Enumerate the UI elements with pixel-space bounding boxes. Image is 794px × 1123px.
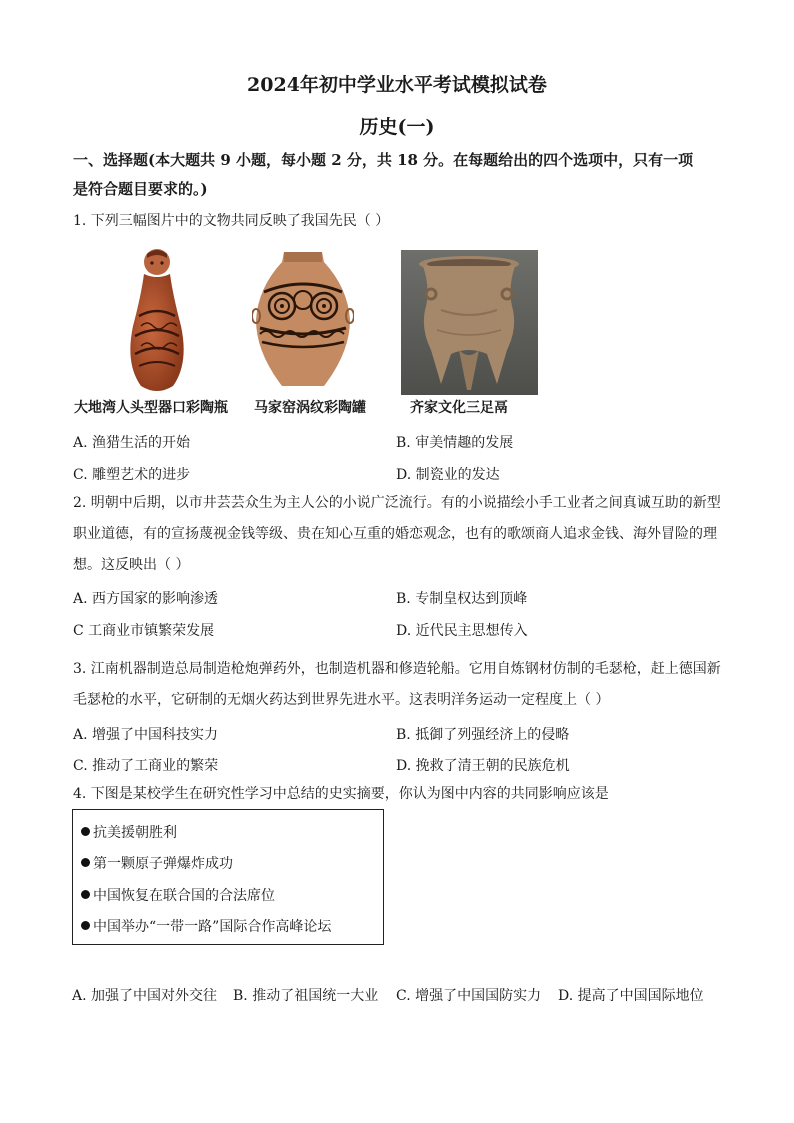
section-heading [73,146,733,204]
fact-item: 中国举办“一带一路”国际合作高峰论坛 [81,916,331,936]
q1-option-a[interactable]: A. 渔猎生活的开始 [73,435,191,451]
q3-option-d[interactable]: D. 挽救了清王朝的民族危机 [396,758,570,774]
q2-option-b[interactable]: B. 专制皇权达到顶峰 [396,591,528,607]
fact-item: 抗美援朝胜利 [81,822,177,842]
question-3-line1: 3. 江南机器制造总局制造枪炮弹药外，也制造机器和修造轮船。它用自炼钢材仿制的毛瑟枪，赶上德国新 [73,661,721,677]
q4-option-d[interactable]: D. 提高了中国国际地位 [558,988,704,1004]
q1-option-c[interactable]: C. 雕塑艺术的进步 [73,467,191,483]
question-4-stem: 4. 下图是某校学生在研究性学习中总结的史实摘要，你认为图中内容的共同影响应该是 [73,786,609,802]
exam-title: 2024年初中学业水平考试模拟试卷 [247,74,547,96]
q1-option-d[interactable]: D. 制瓷业的发达 [396,467,500,483]
question-3-line2: 毛瑟枪的水平，它研制的无烟火药达到世界先进水平。这表明洋务运动一定程度上（ ） [73,692,610,708]
image-caption-1: 大地湾人头型器口彩陶瓶 [74,400,228,416]
q4-option-b[interactable]: B. 推动了祖国统一大业 [233,988,379,1004]
bullet-icon [81,827,90,836]
question-1-stem: 1. 下列三幅图片中的文物共同反映了我国先民（ ） [73,213,390,229]
question-2-line1: 2. 明朝中后期，以市井芸芸众生为主人公的小说广泛流行。有的小说描绘小手工业者之间真诚互助的新型 [73,495,721,511]
question-2-stem [73,488,733,581]
swirl-pattern-jar-icon [252,248,354,394]
bullet-icon [81,890,90,899]
q2-option-d[interactable]: D. 近代民主思想传入 [396,623,528,639]
fact-summary-box [72,809,384,945]
bullet-icon [81,921,90,930]
question-2-line2: 职业道德，有的宣扬蔑视金钱等级、贵在知心互重的婚恋观念，也有的歌颂商人追求金钱、海外冒险的理 [73,526,717,542]
section-heading-line1: 一、选择题(本大题共 9 小题，每小题 2 分，共 18 分。在每题给出的四个选项中，只有一项 [73,151,694,169]
fact-item: 中国恢复在联合国的合法席位 [81,885,275,905]
fact-item: 第一颗原子弹爆炸成功 [81,853,233,873]
painted-pottery-bottle-icon [121,246,193,394]
q3-option-b[interactable]: B. 抵御了列强经济上的侵略 [396,727,570,743]
image-caption-2: 马家窑涡纹彩陶罐 [254,400,366,416]
image-caption-3: 齐家文化三足鬲 [410,400,508,416]
q3-option-a[interactable]: A. 增强了中国科技实力 [73,727,219,743]
q4-option-c[interactable]: C. 增强了中国国防实力 [396,988,542,1004]
section-heading-line2: 是符合题目要求的。) [73,180,208,198]
q4-option-a[interactable]: A. 加强了中国对外交往 [72,988,218,1004]
q3-option-c[interactable]: C. 推动了工商业的繁荣 [73,758,219,774]
question-3-stem [73,654,733,716]
three-legged-li-icon [401,250,538,395]
exam-subtitle: 历史(一) [359,116,435,138]
question-2-line3: 想。这反映出（ ） [73,557,190,573]
q1-option-b[interactable]: B. 审美情趣的发展 [396,435,514,451]
bullet-icon [81,858,90,867]
q2-option-a[interactable]: A. 西方国家的影响渗透 [73,591,219,607]
q2-option-c[interactable]: C 工商业市镇繁荣发展 [73,623,215,639]
